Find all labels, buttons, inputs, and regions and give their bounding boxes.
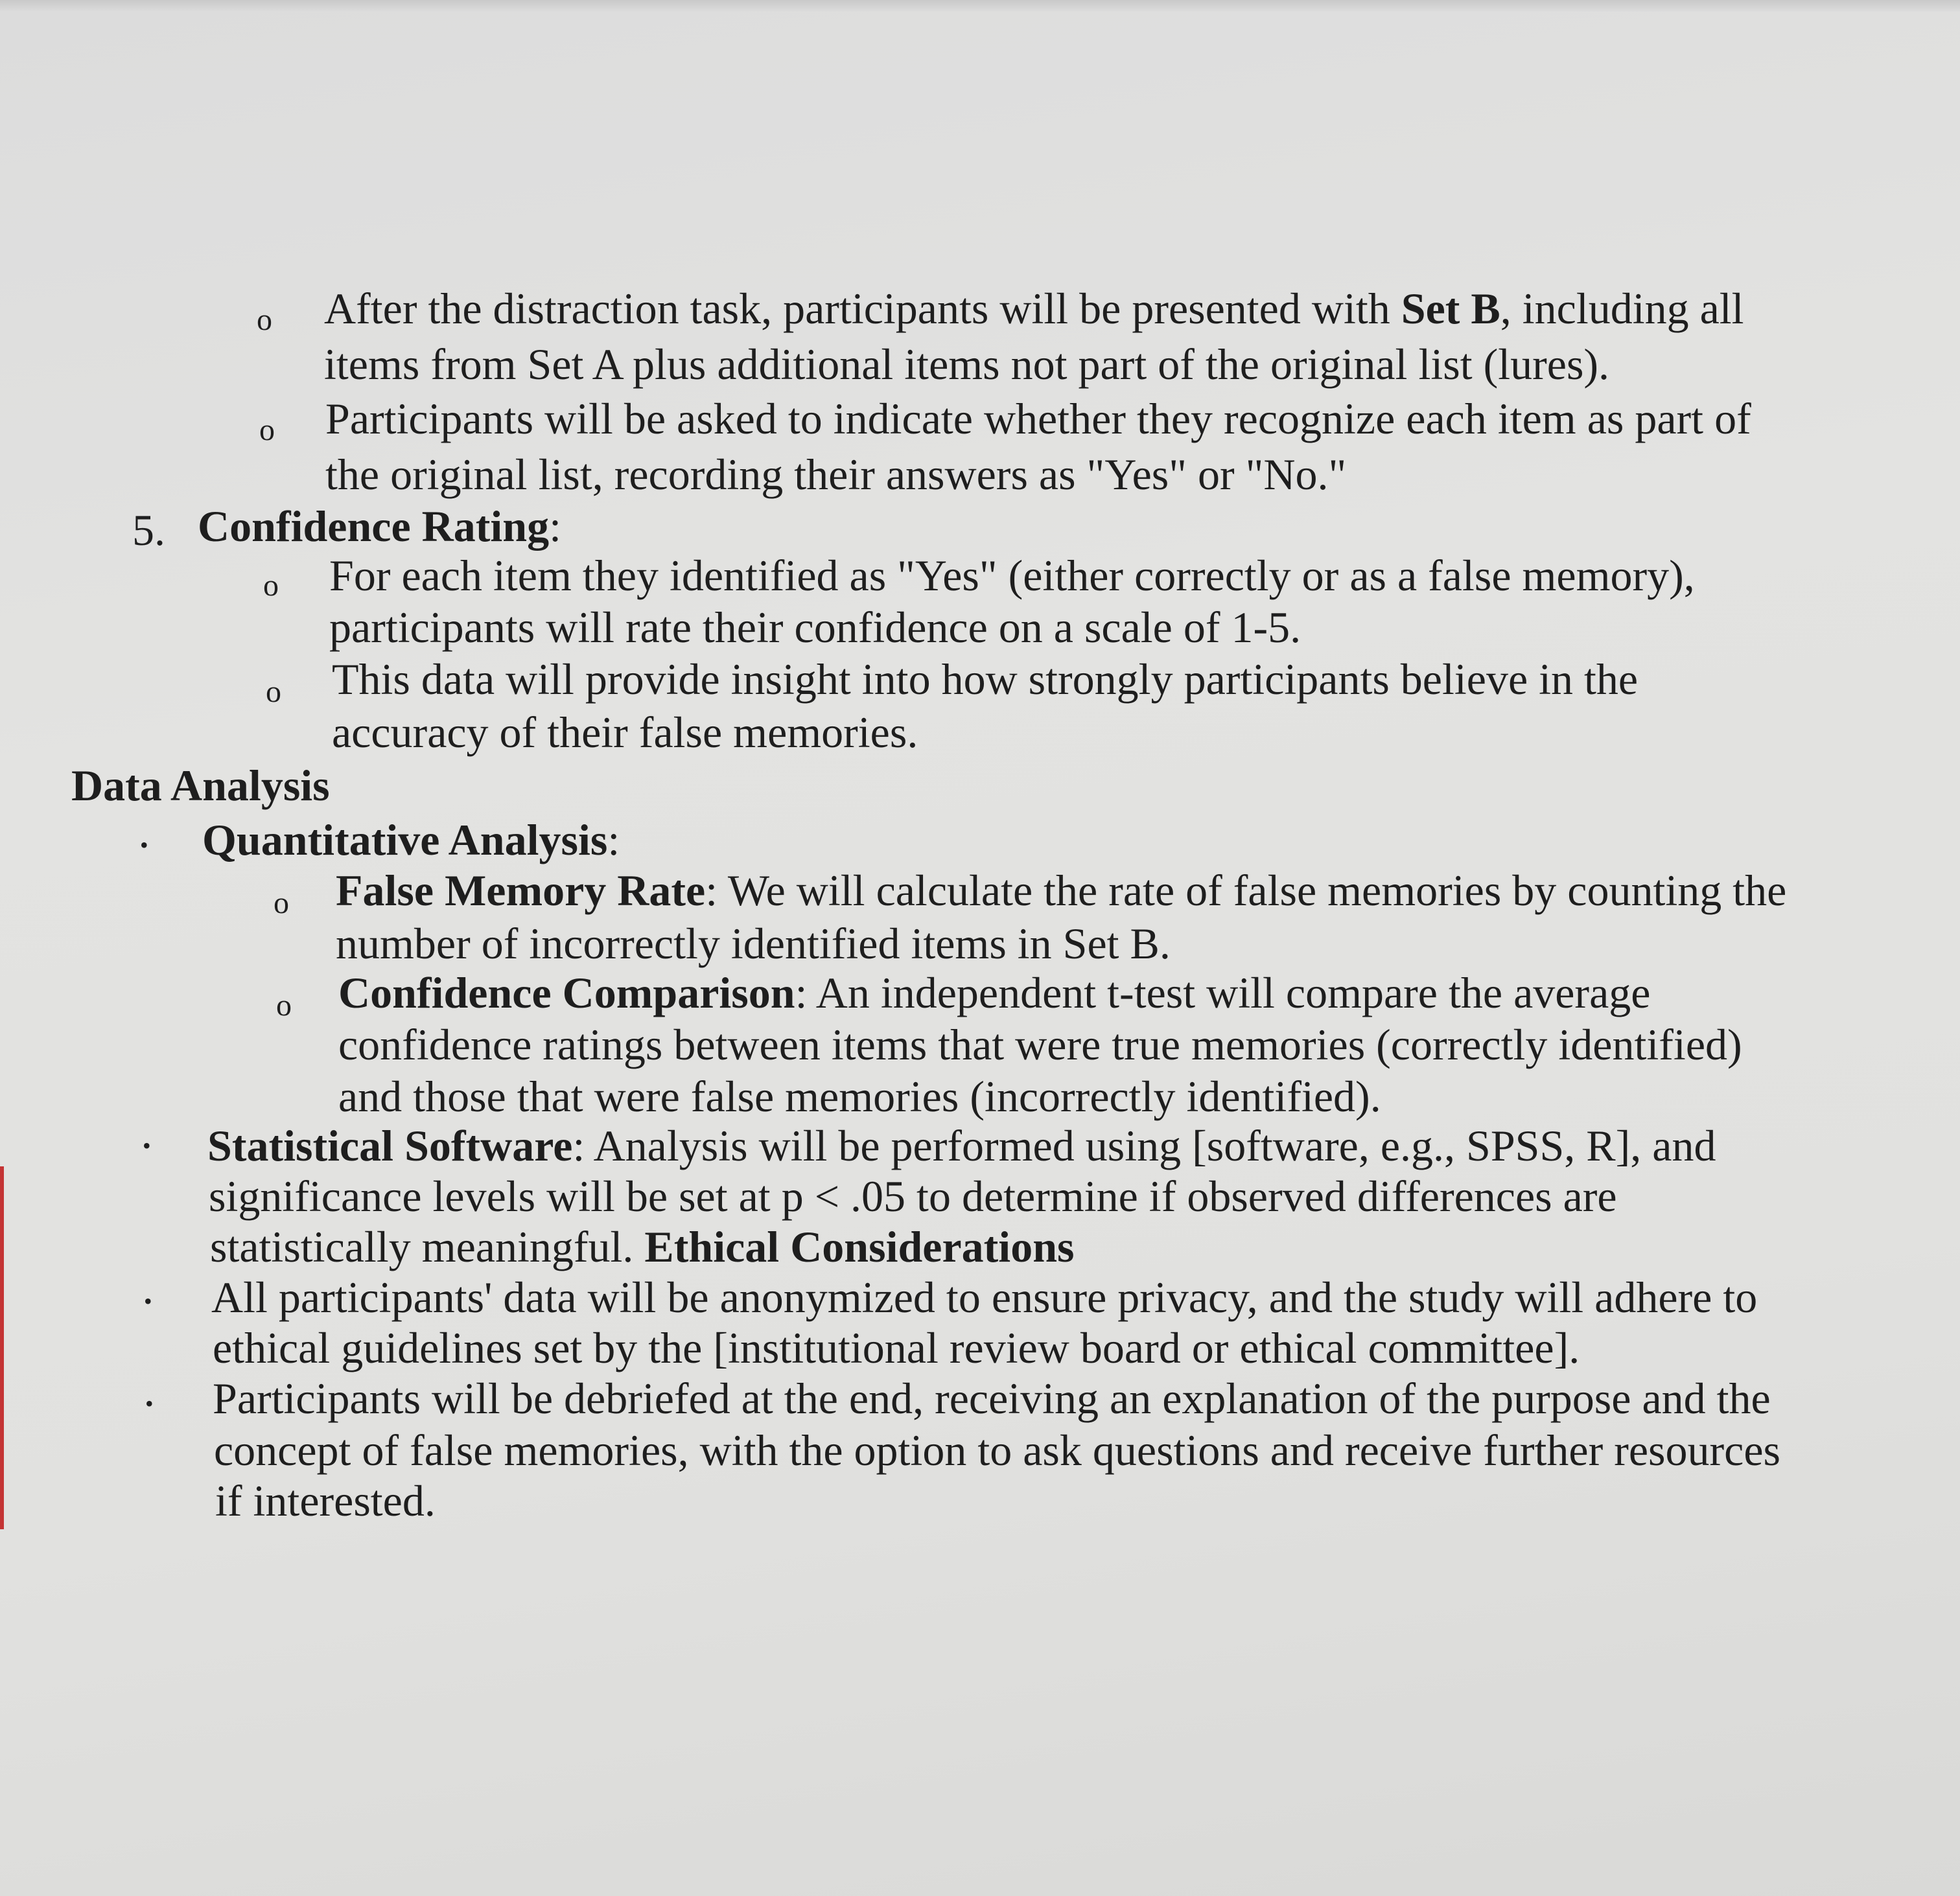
sub-bullet-marker: o [257, 303, 272, 337]
recognize-line-1: Participants will be asked to indicate whether they recognize each item as part of [325, 394, 1751, 443]
ethics-debrief-line-3: if interested. [215, 1476, 436, 1525]
sub-bullet-marker: o [266, 675, 281, 709]
quantitative-analysis-heading: Quantitative Analysis: [202, 815, 620, 864]
sub-bullet-marker: o [276, 988, 292, 1023]
statistical-software-line-2: significance levels will be set at p < .05 to determine if observed differences are [209, 1172, 1617, 1221]
bullet-marker: • [143, 1133, 151, 1159]
confidence-line-1: For each item they identified as "Yes" (either correctly or as a false memory), [329, 551, 1695, 600]
statistical-software-line-1: Statistical Software: Analysis will be performed using [software, e.g., SPSS, R], and [207, 1121, 1716, 1170]
ethics-debrief-line-1: Participants will be debriefed at the end, receiving an explanation of the purpose and the [213, 1374, 1771, 1423]
false-memory-rate-line-1: False Memory Rate: We will calculate the rate of false memories by counting the [336, 866, 1787, 915]
ethics-privacy-line-1: All participants' data will be anonymized to ensure privacy, and the study will adhere to [211, 1273, 1758, 1322]
confidence-rating-heading: Confidence Rating: [198, 502, 562, 551]
confidence-comparison-line-3: and those that were false memories (incorrectly identified). [338, 1072, 1381, 1121]
sub-bullet-marker: o [263, 568, 279, 603]
sub-bullet-marker: o [259, 413, 275, 447]
statistical-software-line-3: statistically meaningful. Ethical Considerations [210, 1222, 1075, 1271]
confidence-line-2: participants will rate their confidence on a scale of 1-5. [329, 603, 1301, 652]
recognize-line-2: the original list, recording their answers as "Yes" or "No." [325, 450, 1347, 499]
set-b-line-2: items from Set A plus additional items not part of the original list (lures). [324, 340, 1610, 389]
confidence-comparison-line-1: Confidence Comparison: An independent t-test will compare the average [338, 968, 1651, 1017]
ethics-privacy-line-2: ethical guidelines set by the [institutional review board or ethical committee]. [213, 1323, 1580, 1372]
sub-bullet-marker: o [274, 886, 289, 920]
ethics-debrief-line-2: concept of false memories, with the option to ask questions and receive further resources [214, 1426, 1780, 1475]
insight-line-2: accuracy of their false memories. [332, 708, 918, 757]
bullet-marker: • [145, 1391, 154, 1416]
bullet-marker: • [144, 1288, 152, 1314]
list-number-5: 5. [132, 505, 165, 555]
set-b-line-1: After the distraction task, participants will be presented with Set B, including all [324, 284, 1744, 333]
false-memory-rate-line-2: number of incorrectly identified items in Set B. [336, 919, 1171, 968]
insight-line-1: This data will provide insight into how strongly participants believe in the [332, 654, 1639, 704]
data-analysis-heading: Data Analysis [71, 761, 330, 810]
confidence-comparison-line-2: confidence ratings between items that were true memories (correctly identified) [338, 1020, 1742, 1069]
bullet-marker: • [140, 832, 148, 858]
